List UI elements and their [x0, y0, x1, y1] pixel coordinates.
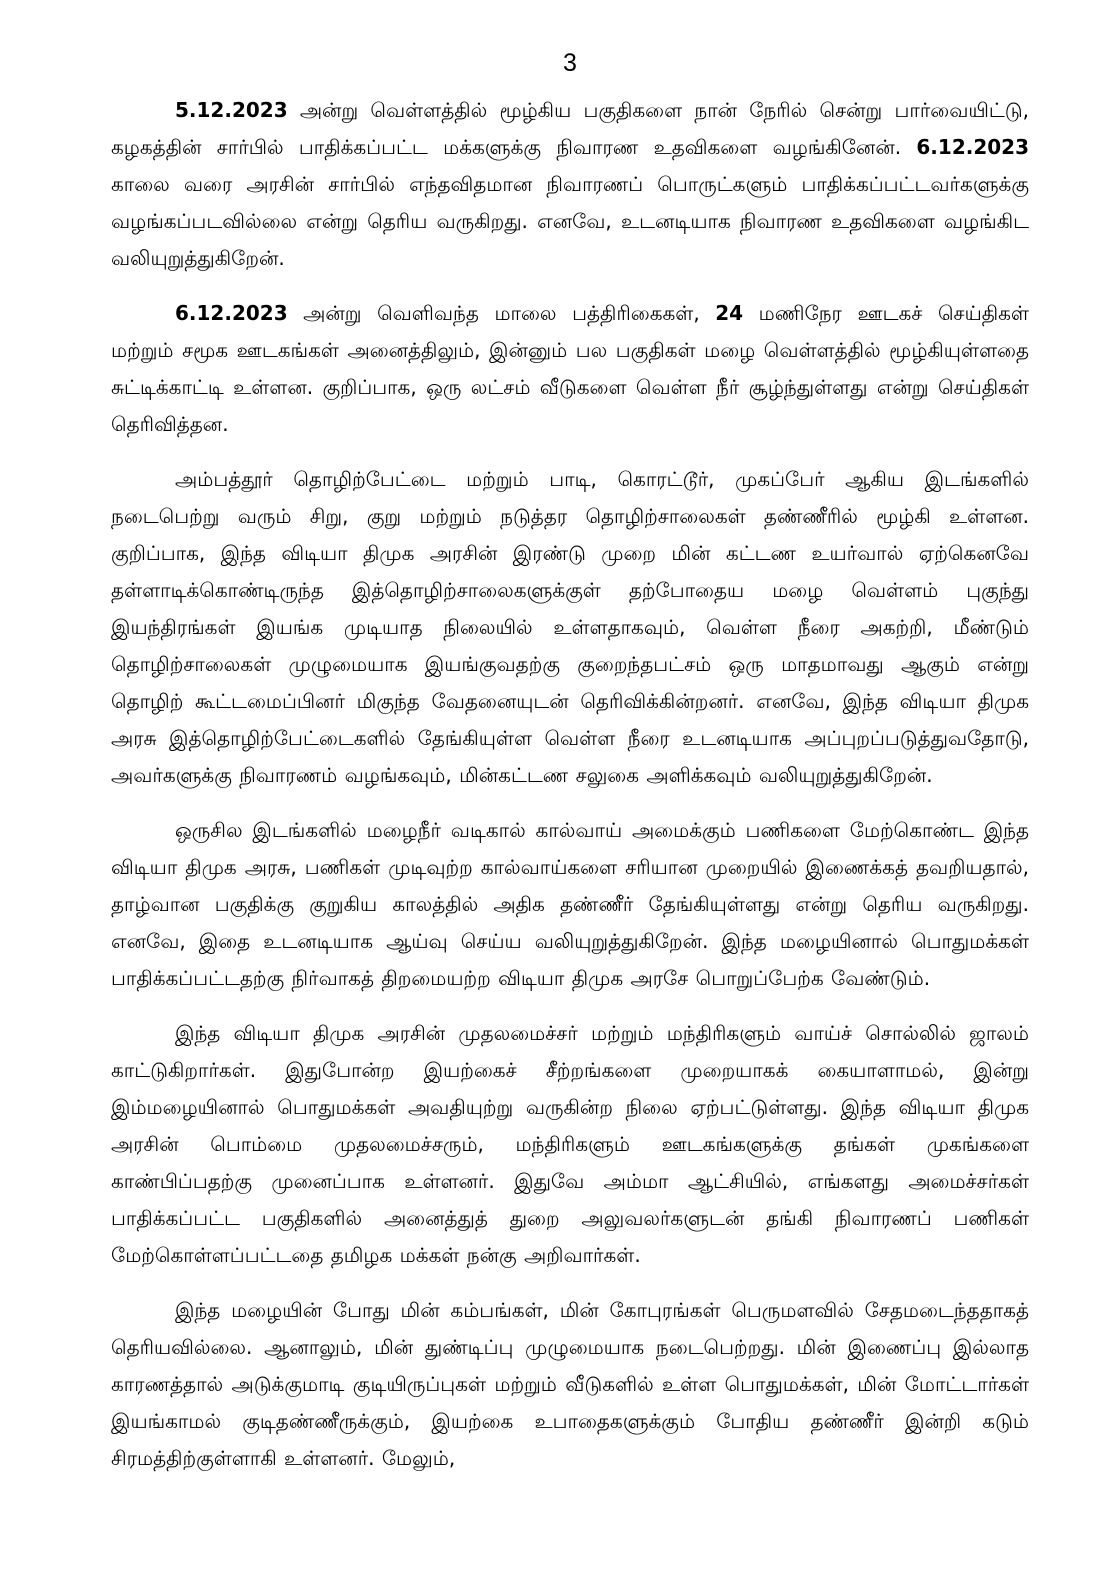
- paragraph-text: அன்று வெள்ளத்தில் மூழ்கிய பகுதிகளை நான் நேரில் சென்று பார்வையிட்டு, கழகத்தின் சார்பில் பாதிக்கப்பட்ட மக்களுக்கு நிவாரண உதவிகளை வழங்கினேன்.: [111, 98, 1029, 159]
- page-number: 3: [563, 49, 577, 77]
- paragraph-industrial-estate: அம்பத்தூர் தொழிற்பேட்டை மற்றும் பாடி, கொரட்டூர், முகப்பேர் ஆகிய இடங்களில் நடைபெற்று வரும் சிறு, குறு மற்றும் நடுத்தர தொழிற்சாலைகள் தண்ணீரில் மூழ்கி உள்ளன. குறிப்பாக, இந்த விடியா திமுக அரசின் இரண்டு முறை மின் கட்டண உயர்வால் ஏற்கெனவே தள்ளாடிக்கொண்டிருந்த இத்தொழிற்சாலைகளுக்குள் தற்போதைய மழை வெள்ளம் புகுந்து இயந்திரங்கள் இயங்க முடியாத நிலையில் உள்ளதாகவும், வெள்ள நீரை அகற்றி, மீண்டும் தொழிற்சாலைகள் முழுமையாக இயங்குவதற்கு குறைந்தபட்சம் ஒரு மாதமாவது ஆகும் என்று தொழிற் கூட்டமைப்பினர் மிகுந்த வேதனையுடன் தெரிவிக்கின்றனர். எனவே, இந்த விடியா திமுக அரசு இத்தொழிற்பேட்டைகளில் தேங்கியுள்ள வெள்ள நீரை உடனடியாக அப்புறப்படுத்துவதோடு, அவர்களுக்கு நிவாரணம் வழங்கவும், மின்கட்டண சலுகை அளிக்கவும் வலியுறுத்துகிறேன்.: [111, 467, 1029, 787]
- paragraph-government-criticism: இந்த விடியா திமுக அரசின் முதலமைச்சர் மற்றும் மந்திரிகளும் வாய்ச் சொல்லில் ஜாலம் காட்டுகிறார்கள். இதுபோன்ற இயற்கைச் சீற்றங்களை முறையாகக் கையாளாமல், இன்று இம்மழையினால் பொதுமக்கள் அவதியுற்று வருகின்ற நிலை ஏற்பட்டுள்ளது. இந்த விடியா திமுக அரசின் பொம்மை முதலமைச்சரும், மந்திரிகளும் ஊடகங்களுக்கு தங்கள் முகங்களை காண்பிப்பதற்கு முனைப்பாக உள்ளனர். இதுவே அம்மா ஆட்சியில், எங்களது அமைச்சர்கள் பாதிக்கப்பட்ட பகுதிகளில் அனைத்துத் துறை அலுவலர்களுடன் தங்கி நிவாரணப் பணிகள் மேற்கொள்ளப்பட்டதை தமிழக மக்கள் நன்கு அறிவார்கள்.: [111, 1021, 1029, 1267]
- paragraph-relief-visit: [111, 92, 1029, 277]
- date-5-12-2023: 5.12.2023: [175, 98, 288, 122]
- date-6-12-2023: 6.12.2023: [175, 301, 288, 325]
- paragraph-media-reports: [111, 295, 1029, 443]
- paragraph-drainage-works: ஒருசில இடங்களில் மழைநீர் வடிகால் கால்வாய் அமைக்கும் பணிகளை மேற்கொண்ட இந்த விடியா திமுக அரசு, பணிகள் முடிவுற்ற கால்வாய்களை சரியான முறையில் இணைக்கத் தவறியதால், தாழ்வான பகுதிக்கு குறுகிய காலத்தில் அதிக தண்ணீர் தேங்கியுள்ளது என்று தெரிய வருகிறது. எனவே, இதை உடனடியாக ஆய்வு செய்ய வலியுறுத்துகிறேன். இந்த மழையினால் பொதுமக்கள் பாதிக்கப்பட்டதற்கு நிர்வாகத் திறமையற்ற விடியா திமுக அரசே பொறுப்பேற்க வேண்டும்.: [111, 818, 1029, 990]
- date-6-12-2023: 6.12.2023: [916, 135, 1029, 159]
- paragraph-power-outage: இந்த மழையின் போது மின் கம்பங்கள், மின் கோபுரங்கள் பெருமளவில் சேதமடைந்ததாகத் தெரியவில்லை. ஆனாலும், மின் துண்டிப்பு முழுமையாக நடைபெற்றது. மின் இணைப்பு இல்லாத காரணத்தால் அடுக்குமாடி குடியிருப்புகள் மற்றும் வீடுகளில் உள்ள பொதுமக்கள், மின் மோட்டார்கள் இயங்காமல் குடிதண்ணீருக்கும், இயற்கை உபாதைகளுக்கும் போதிய தண்ணீர் இன்றி கடும் சிரமத்திற்குள்ளாகி உள்ளனர். மேலும்,: [111, 1298, 1029, 1470]
- hours-24: 24: [715, 301, 744, 325]
- paragraph-text: மணிநேர ஊடகச் செய்திகள் மற்றும் சமூக ஊடகங்கள் அனைத்திலும், இன்னும் பல பகுதிகள் மழை வெள்ளத்தில் மூழ்கியுள்ளதை சுட்டிக்காட்டி உள்ளன. குறிப்பாக, ஒரு லட்சம் வீடுகளை வெள்ள நீர் சூழ்ந்துள்ளது என்று செய்திகள் தெரிவித்தன.: [111, 301, 1029, 436]
- paragraph-text: அன்று வெளிவந்த மாலை பத்திரிகைகள்,: [287, 301, 716, 325]
- paragraph-text: காலை வரை அரசின் சார்பில் எந்தவிதமான நிவாரணப் பொருட்களும் பாதிக்கப்பட்டவர்களுக்கு வழங்கப்படவில்லை என்று தெரிய வருகிறது. எனவே, உடனடியாக நிவாரண உதவிகளை வழங்கிட வலியுறுத்துகிறேன்.: [111, 172, 1029, 270]
